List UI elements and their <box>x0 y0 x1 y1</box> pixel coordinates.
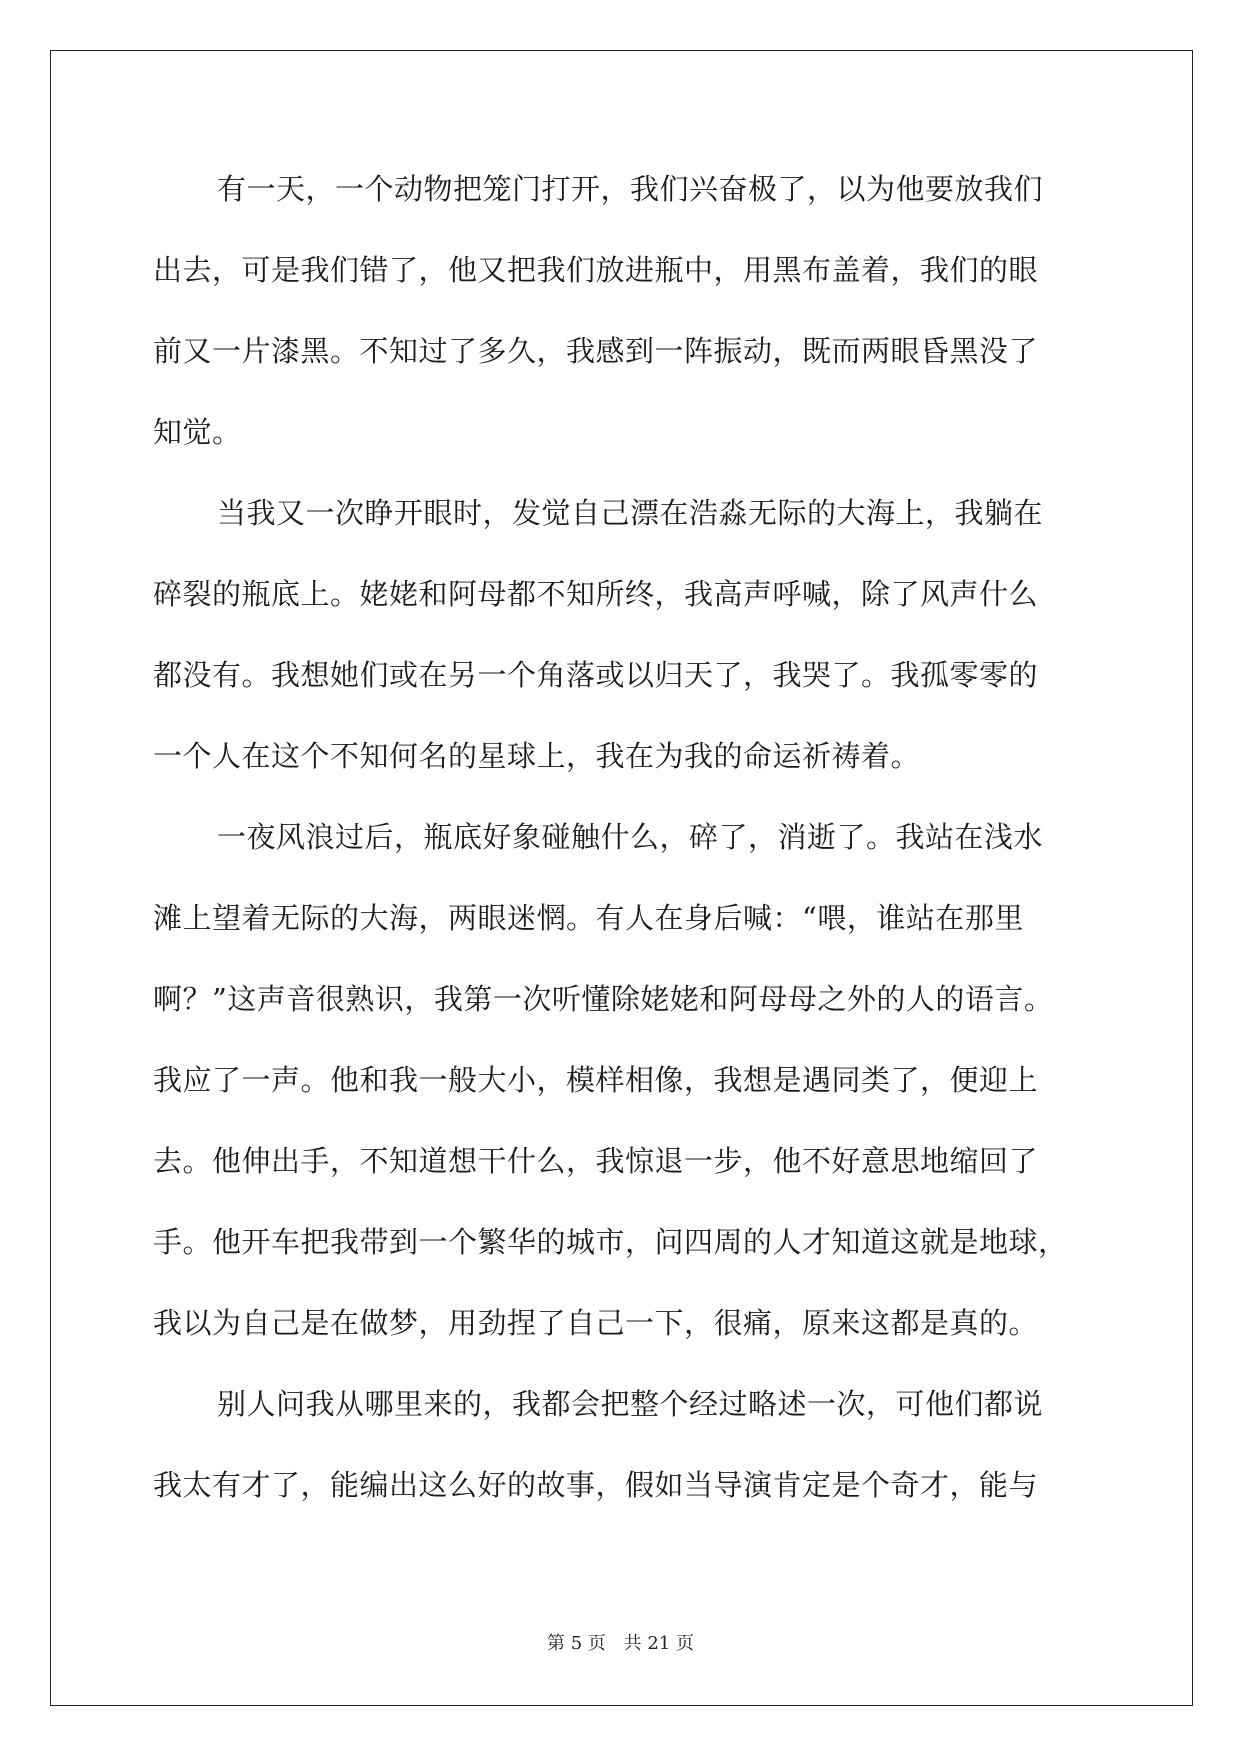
text-line: 碎裂的瓶底上。姥姥和阿母都不知所终，我高声呼喊，除了风声什么 <box>153 577 1039 611</box>
text-line: 当我又一次睁开眼时，发觉自己漂在浩淼无际的大海上，我躺在 <box>217 496 1044 530</box>
page-number: 第 5 页 <box>547 1633 606 1654</box>
text-line: 知觉。 <box>153 415 242 449</box>
text-line: 一个人在这个不知何名的星球上，我在为我的命运祈祷着。 <box>153 739 921 773</box>
text-line: 我应了一声。他和我一般大小，模样相像，我想是遇同类了，便迎上 <box>153 1063 1039 1097</box>
page-total: 共 21 页 <box>623 1633 694 1654</box>
text-line: 别人问我从哪里来的，我都会把整个经过略述一次，可他们都说 <box>217 1387 1044 1421</box>
page-footer <box>0 1629 1241 1655</box>
document-body <box>153 158 1093 1535</box>
text-line: 我以为自己是在做梦，用劲捏了自己一下，很痛，原来这都是真的。 <box>153 1306 1039 1340</box>
text-line: 手。他开车把我带到一个繁华的城市，问四周的人才知道这就是地球， <box>153 1225 1068 1259</box>
text-line: 出去，可是我们错了，他又把我们放进瓶中，用黑布盖着，我们的眼 <box>153 253 1039 287</box>
text-line: 啊？”这声音很熟识，我第一次听懂除姥姥和阿母母之外的人的语言。 <box>153 982 1054 1016</box>
text-line: 去。他伸出手，不知道想干什么，我惊退一步，他不好意思地缩回了 <box>153 1144 1039 1178</box>
text-line: 前又一片漆黑。不知过了多久，我感到一阵振动，既而两眼昏黑没了 <box>153 334 1039 368</box>
text-line: 都没有。我想她们或在另一个角落或以归天了，我哭了。我孤零零的 <box>153 658 1039 692</box>
text-line: 一夜风浪过后，瓶底好象碰触什么，碎了，消逝了。我站在浅水 <box>217 820 1044 854</box>
text-line: 滩上望着无际的大海，两眼迷惘。有人在身后喊：“喂，谁站在那里 <box>153 901 1024 935</box>
text-line: 我太有才了，能编出这么好的故事，假如当导演肯定是个奇才，能与 <box>153 1468 1039 1502</box>
text-line: 有一天，一个动物把笼门打开，我们兴奋极了，以为他要放我们 <box>217 172 1044 206</box>
